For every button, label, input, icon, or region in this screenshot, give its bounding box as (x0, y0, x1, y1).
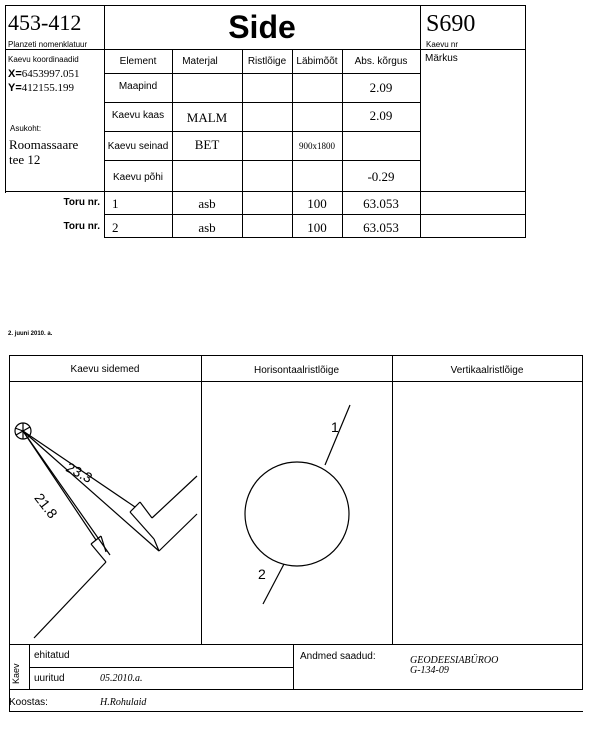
column-title-connections: Kaevu sidemed (70, 364, 140, 375)
surveyed-label: uuritud (34, 673, 65, 684)
document-date: 2. juuni 2010. a. (8, 331, 53, 337)
coords-label: Kaevu koordinaadid (8, 55, 79, 64)
well-outline (245, 462, 349, 566)
data-source-value-1: GEODEESIABÜROO (410, 655, 499, 666)
row-element: Kaevu seinad (107, 141, 169, 152)
distance-label-2: 21.8 (31, 490, 61, 522)
row-element: Kaevu põhi (112, 172, 164, 183)
column-title-horizontal: Horisontaalristlõige (253, 365, 340, 376)
plan-number: 453-412 (8, 10, 82, 35)
well-id: S690 (426, 11, 476, 37)
author-value: H.Rohulaid (100, 697, 147, 708)
pipe-diameter: 100 (307, 220, 327, 235)
horizontal-section-sketch (201, 382, 392, 644)
connections-sketch (9, 382, 201, 644)
location-label: Asukoht: (10, 124, 42, 133)
header-element: Element (119, 56, 157, 67)
coord-x-prefix: X= (8, 68, 22, 80)
pipe-diameter: 100 (307, 196, 327, 211)
coord-y-prefix: Y= (8, 82, 22, 94)
row-material: BET (194, 137, 220, 152)
pipe-label: Toru nr. (63, 197, 100, 208)
data-source-label: Andmed saadud: (300, 651, 376, 662)
well-side-label: Kaev (11, 663, 21, 684)
pipe-mark-1: 1 (331, 419, 339, 435)
pipe-mark-2: 2 (258, 566, 266, 582)
coord-x-value: 6453997.051 (21, 68, 80, 80)
pipe-number: 1 (112, 196, 119, 211)
pipe-material: asb (198, 196, 216, 211)
row-abs-height: 2.09 (369, 80, 393, 95)
header-abs-height: Abs. kõrgus (354, 56, 408, 67)
built-label: ehitatud (34, 650, 70, 661)
author-label: Koostas: (9, 697, 48, 708)
surveyed-value: 05.2010.a. (100, 673, 143, 684)
pipe-number: 2 (112, 220, 119, 235)
row-material: MALM (186, 110, 228, 125)
row-abs-height: -0.29 (367, 169, 395, 184)
row-abs-height: 2.09 (369, 108, 393, 123)
location-line2: tee 12 (9, 152, 41, 167)
pipe-material: asb (198, 220, 216, 235)
pipe-height: 63.053 (363, 196, 399, 211)
coord-y-value: 412155.199 (21, 82, 75, 94)
pipe-label: Toru nr. (63, 221, 100, 232)
location-line1: Roomassaare (9, 137, 79, 152)
header-cross-section: Ristlõige (247, 56, 287, 67)
coord-x (8, 68, 80, 80)
header-material: Materjal (182, 56, 218, 67)
pipe-height: 63.053 (363, 220, 399, 235)
plan-label: Planzeti nomenklatuur (8, 40, 88, 49)
header-diameter: Läbimõõt (296, 56, 338, 67)
data-source-value-2: G-134-09 (410, 665, 449, 676)
row-element: Kaevu kaas (111, 110, 165, 121)
page-title: Side (228, 9, 296, 45)
row-element: Maapind (118, 81, 158, 92)
coord-y (8, 82, 74, 94)
well-label: Kaevu nr (426, 40, 459, 49)
column-title-vertical: Vertikaalristlõige (450, 365, 524, 376)
header-remarks: Märkus (425, 53, 458, 64)
row-diameter: 900x1800 (299, 141, 335, 151)
distance-label-1: 23.3 (63, 459, 96, 486)
